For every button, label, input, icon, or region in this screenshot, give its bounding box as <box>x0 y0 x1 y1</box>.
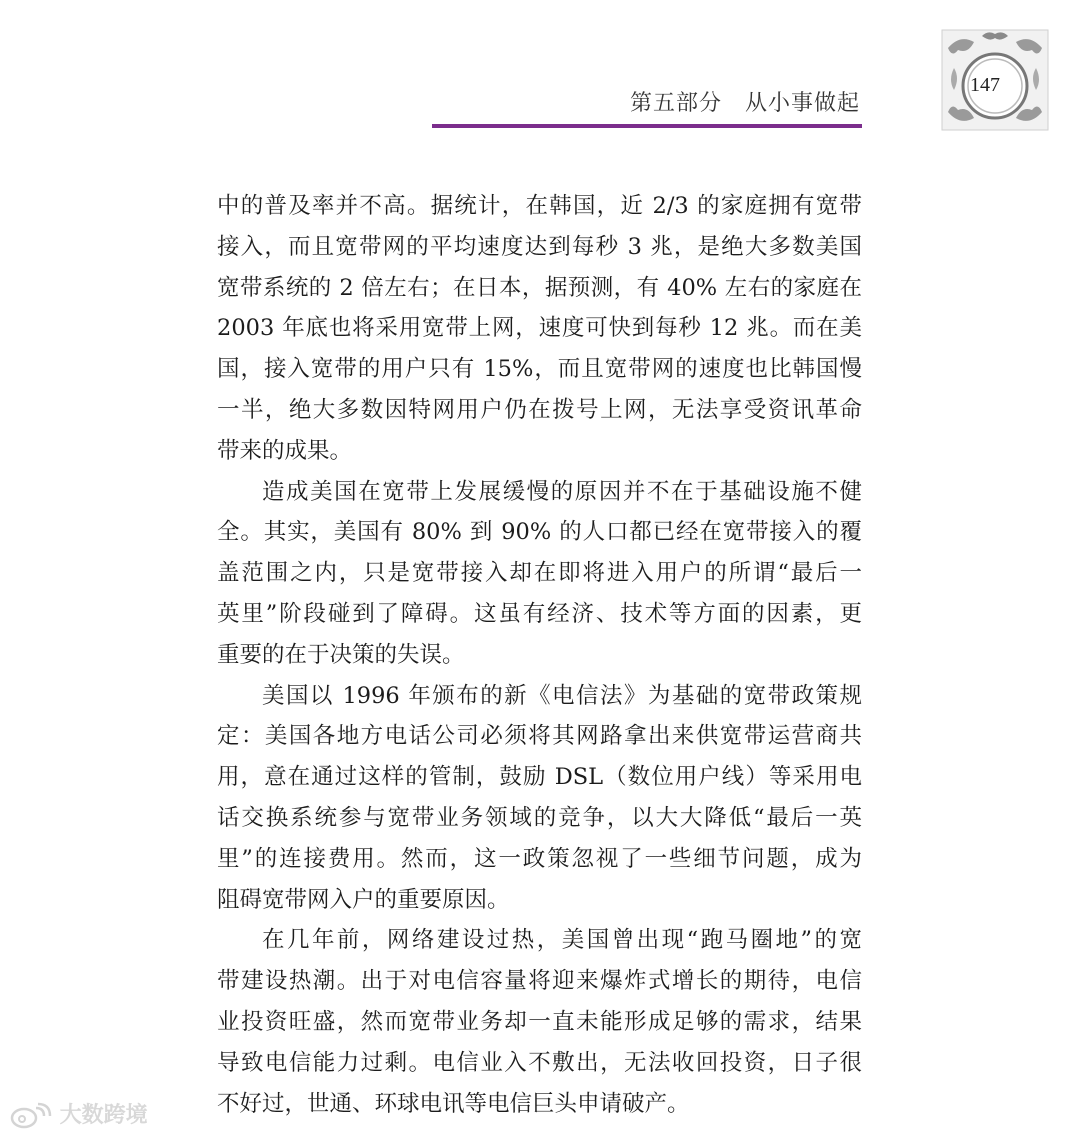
text-line: 重要的在于决策的失误。 <box>217 641 465 668</box>
section-title: 第五部分 从小事做起 <box>629 91 860 116</box>
text-line: 造成美国在宽带上发展缓慢的原因并不在于基础设施不健 <box>262 478 862 505</box>
paragraph <box>217 472 862 676</box>
text-line: 盖范围之内，只是宽带接入却在即将进入用户的所谓“最后一 <box>217 560 862 587</box>
text-line: 中的普及率并不高。据统计，在韩国，近 2/3 的家庭拥有宽带 <box>217 193 862 219</box>
text-line: 业投资旺盛，然而宽带业务却一直未能形成足够的需求，结果 <box>217 1008 862 1035</box>
text-line: 英里”阶段碰到了障碍。这虽有经济、技术等方面的因素，更 <box>217 600 862 627</box>
text-line: 全。其实，美国有 80% 到 90% 的人口都已经在宽带接入的覆 <box>217 519 862 546</box>
text-line: 阻碍宽带网入户的重要原因。 <box>217 886 510 913</box>
text-line: 带来的成果。 <box>217 437 353 464</box>
watermark-text: 大数跨境 <box>59 1103 148 1128</box>
text-line: 导致电信能力过剩。电信业入不敷出，无法收回投资，日子很 <box>217 1049 862 1076</box>
text-line: 话交换系统参与宽带业务领域的竞争，以大大降低“最后一英 <box>217 804 862 831</box>
text-line: 里”的连接费用。然而，这一政策忽视了一些细节问题，成为 <box>217 845 862 872</box>
paragraph <box>217 676 862 921</box>
header-rule <box>432 124 862 128</box>
text-line: 不好过，世通、环球电讯等电信巨头申请破产。 <box>217 1090 690 1117</box>
watermark <box>8 1098 148 1128</box>
weibo-logo-icon <box>8 1102 52 1130</box>
text-line: 美国以 1996 年颁布的新《电信法》为基础的宽带政策规 <box>262 682 862 709</box>
paragraph <box>217 186 862 472</box>
body-text <box>217 186 862 1124</box>
text-line: 国，接入宽带的用户只有 15%，而且宽带网的速度也比韩国慢 <box>217 356 862 383</box>
paragraph <box>217 920 862 1124</box>
text-line: 在几年前，网络建设过热，美国曾出现“跑马圈地”的宽 <box>262 927 862 954</box>
text-line: 用，意在通过这样的管制，鼓励 DSL（数位用户线）等采用电 <box>217 764 862 791</box>
text-line: 一半，绝大多数因特网用户仍在拨号上网，无法享受资讯革命 <box>217 396 862 423</box>
text-line: 定：美国各地方电话公司必须将其网路拿出来供宽带运营商共 <box>217 723 862 750</box>
text-line: 接入，而且宽带网的平均速度达到每秒 3 兆，是绝大多数美国 <box>217 233 862 260</box>
text-line: 宽带系统的 2 倍左右；在日本，据预测，有 40% 左右的家庭在 <box>217 274 862 301</box>
text-line: 2003 年底也将采用宽带上网，速度可快到每秒 12 兆。而在美 <box>217 315 862 342</box>
page-number: 147 <box>970 74 1000 96</box>
text-line: 带建设热潮。出于对电信容量将迎来爆炸式增长的期待，电信 <box>217 968 862 995</box>
